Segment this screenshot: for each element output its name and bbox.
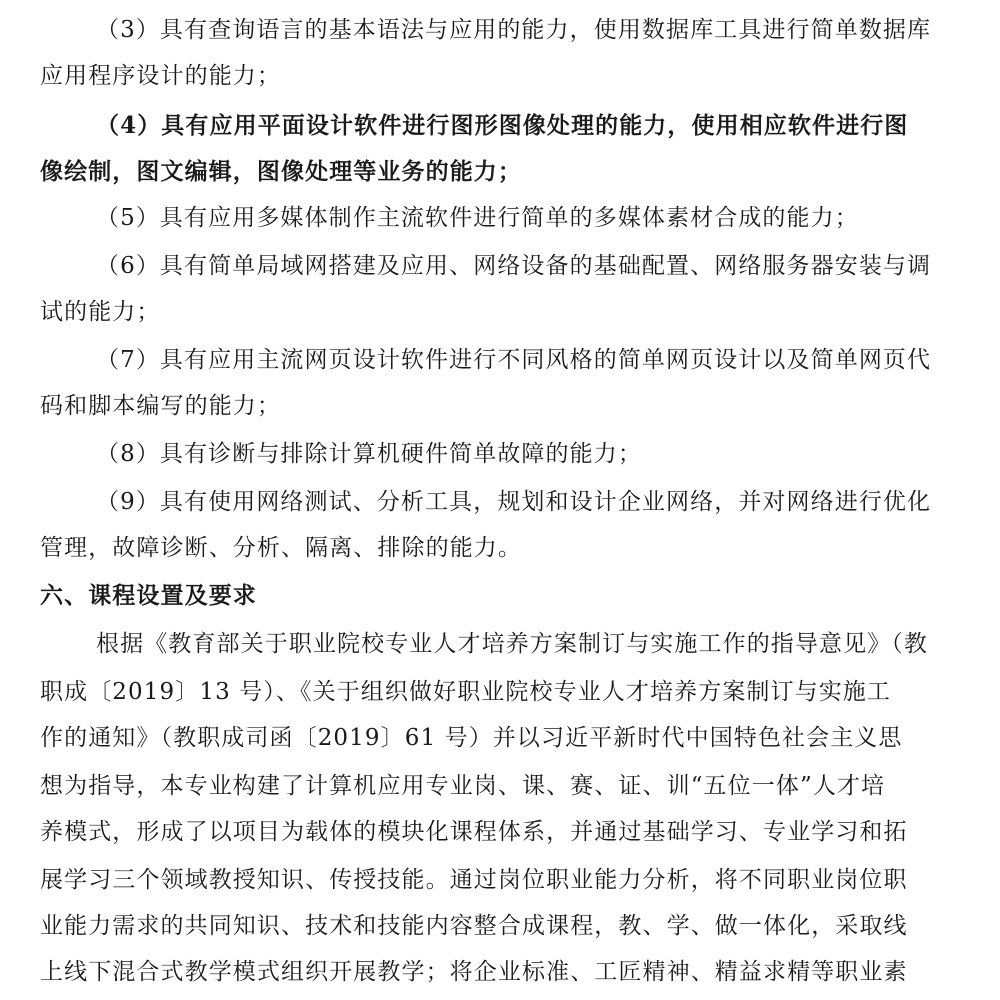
ability-item-4-line-1: （4）具有应用平面设计软件进行图形图像处理的能力，使用相应软件进行图: [96, 112, 909, 139]
ability-item-9-line-2: 管理，故障诊断、分析、隔离、排除的能力。: [40, 535, 522, 561]
ability-item-7-line-2: 码和脚本编写的能力；: [40, 393, 281, 419]
paragraph-line-3: 作的通知》（教职成司函〔2019〕61 号）并以习近平新时代中国特色社会主义思: [40, 725, 903, 751]
ability-item-3-line-2: 应用程序设计的能力；: [40, 63, 281, 89]
ability-item-7-line-1: （7）具有应用主流网页设计软件进行不同风格的简单网页设计以及简单网页代: [96, 347, 932, 373]
paragraph-line-8: 上线下混合式教学模式组织开展教学；将企业标准、工匠精神、精益求精等职业素: [40, 959, 908, 985]
ability-item-8: （8）具有诊断与排除计算机硬件简单故障的能力；: [96, 441, 642, 467]
ability-item-3-line-1: （3）具有查询语言的基本语法与应用的能力，使用数据库工具进行简单数据库: [96, 17, 932, 43]
ability-item-5: （5）具有应用多媒体制作主流软件进行简单的多媒体素材合成的能力；: [96, 205, 859, 231]
ability-item-6-line-2: 试的能力；: [40, 299, 161, 325]
paragraph-line-5: 养模式，形成了以项目为载体的模块化课程体系，并通过基础学习、专业学习和拓: [40, 819, 908, 845]
paragraph-line-4: 想为指导，本专业构建了计算机应用专业岗、课、赛、证、训“五位一体”人才培: [40, 773, 886, 799]
paragraph-line-6: 展学习三个领域教授知识、传授技能。通过岗位职业能力分析，将不同职业岗位职: [40, 867, 908, 893]
paragraph-line-7: 业能力需求的共同知识、技术和技能内容整合成课程，教、学、做一体化，采取线: [40, 913, 908, 939]
ability-item-9-line-1: （9）具有使用网络测试、分析工具，规划和设计企业网络，并对网络进行优化: [96, 489, 932, 515]
paragraph-line-1: 根据《教育部关于职业院校专业人才培养方案制订与实施工作的指导意见》（教: [96, 631, 928, 657]
ability-item-4-line-2: 像绘制，图文编辑，图像处理等业务的能力；: [40, 158, 522, 185]
paragraph-line-2: 职成〔2019〕13 号）、《关于组织做好职业院校专业人才培养方案制订与实施工: [40, 679, 892, 705]
ability-item-6-line-1: （6）具有简单局域网搭建及应用、网络设备的基础配置、网络服务器安装与调: [96, 253, 932, 279]
section-heading: 六、课程设置及要求: [40, 582, 257, 609]
